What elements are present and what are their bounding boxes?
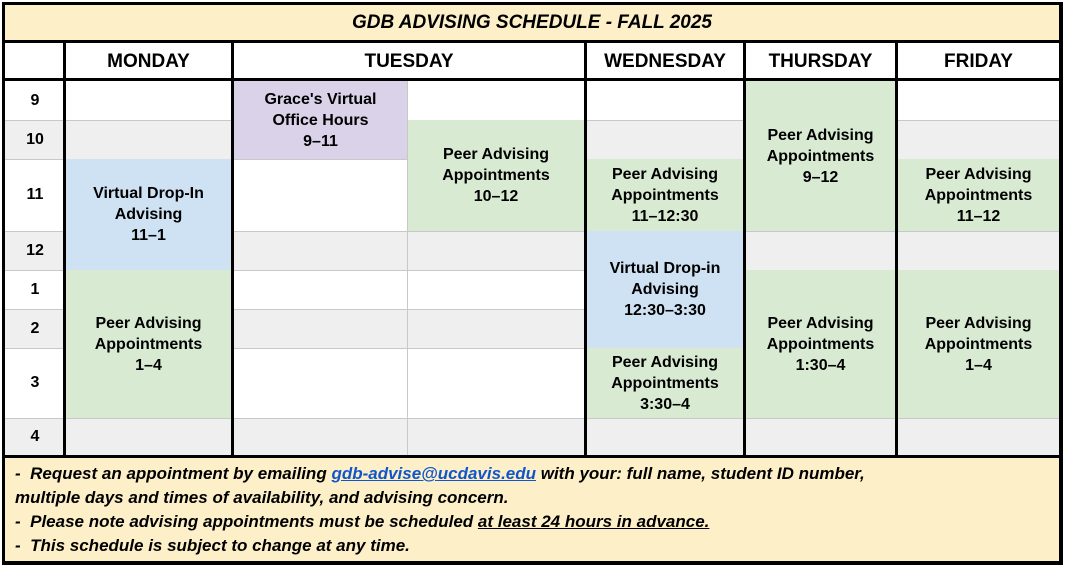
event-thursday-peer-advising-2 <box>746 270 895 418</box>
footer-line-3-prefix: - Please note advising appointments must be scheduled <box>15 512 478 531</box>
footer-line-1-prefix: - Request an appointment by emailing <box>15 464 332 483</box>
event-line: Peer Advising <box>925 314 1032 332</box>
event-monday-peer-advising <box>66 270 231 418</box>
event-line: Peer Advising <box>767 314 874 332</box>
event-wednesday-peer-advising-2 <box>587 348 743 418</box>
footer-line-3-emphasis: at least 24 hours in advance. <box>477 512 710 531</box>
event-line: Appointments <box>611 374 719 392</box>
event-friday-peer-advising-1 <box>898 159 1059 231</box>
hour-label: 10 <box>26 130 44 148</box>
event-line: Appointments <box>94 335 203 353</box>
event-friday-peer-advising-2 <box>898 270 1059 418</box>
footer-line-1 <box>15 462 1059 486</box>
email-link[interactable]: gdb-advise@ucdavis.edu <box>331 464 537 483</box>
schedule-title: GDB ADVISING SCHEDULE - FALL 2025 <box>5 5 1059 40</box>
border-title-bottom <box>2 40 1063 43</box>
event-line: Virtual Drop-In <box>93 185 204 202</box>
event-time: 1–4 <box>135 356 162 374</box>
border-header-bottom <box>2 78 1063 81</box>
hour-label: 11 <box>26 186 44 203</box>
border-col-hours <box>63 40 66 458</box>
event-line: Peer Advising <box>95 314 202 332</box>
footer-line-4: - This schedule is subject to change at any time. <box>15 536 410 555</box>
border-col-wednesday <box>743 40 746 458</box>
event-time: 1:30–4 <box>795 356 846 374</box>
event-line: Appointments <box>924 335 1033 353</box>
event-tuesday-peer-advising <box>408 120 584 231</box>
event-wednesday-virtual-drop-in <box>587 231 743 348</box>
event-line: Appointments <box>611 186 719 204</box>
day-header-monday: MONDAY <box>66 43 231 80</box>
event-line: Office Hours <box>272 111 369 129</box>
event-wednesday-peer-advising-1 <box>587 159 743 231</box>
event-time: 3:30–4 <box>640 395 690 413</box>
event-tuesday-office-hours <box>234 81 407 159</box>
border-outer-right <box>1059 2 1063 565</box>
event-line: Appointments <box>766 147 875 165</box>
footer-line-1-suffix: with your: full name, student ID number, <box>536 464 865 483</box>
footer-line-2: multiple days and times of availability, and advising concern. <box>15 488 509 507</box>
event-line: Advising <box>114 206 183 223</box>
border-col-tuesday <box>584 40 587 458</box>
event-line: Peer Advising <box>767 126 874 144</box>
event-line: Peer Advising <box>611 353 719 371</box>
event-line: Virtual Drop-in <box>609 260 721 277</box>
border-col-thursday <box>895 40 898 458</box>
event-time: 11–12:30 <box>631 207 699 225</box>
border-col-monday <box>231 40 234 458</box>
event-line: Peer Advising <box>611 165 719 183</box>
event-monday-virtual-drop-in <box>66 159 231 270</box>
hour-label: 1 <box>30 280 40 298</box>
border-outer-top <box>2 2 1063 5</box>
event-time: 11–1 <box>131 227 166 244</box>
event-time: 12:30–3:30 <box>624 302 706 319</box>
gridline <box>5 418 1059 419</box>
footer-notes <box>5 458 1059 561</box>
day-header-tuesday: TUESDAY <box>234 43 584 80</box>
event-line: Appointments <box>442 167 550 184</box>
event-line: Grace's Virtual <box>264 90 377 108</box>
event-line: Appointments <box>766 335 875 353</box>
hour-label: 2 <box>30 319 40 337</box>
day-header-wednesday: WEDNESDAY <box>587 43 743 80</box>
border-outer-bottom <box>2 561 1063 565</box>
footer-line-3 <box>15 510 1059 534</box>
day-header-friday: FRIDAY <box>898 43 1059 80</box>
event-line: Appointments <box>924 186 1033 204</box>
event-thursday-peer-advising-1 <box>746 81 895 231</box>
row-9 <box>5 81 1059 120</box>
event-time: 11–12 <box>956 207 1001 225</box>
event-time: 9–11 <box>303 132 338 150</box>
event-line: Peer Advising <box>442 146 550 163</box>
event-time: 1–4 <box>965 356 992 374</box>
hour-label: 3 <box>30 374 40 391</box>
hour-label: 12 <box>26 241 44 259</box>
hour-label: 9 <box>30 91 40 109</box>
day-header-thursday: THURSDAY <box>746 43 895 80</box>
event-line: Advising <box>631 281 699 298</box>
row-4 <box>5 418 1059 456</box>
hour-label: 4 <box>30 428 40 445</box>
event-time: 9–12 <box>802 168 839 186</box>
event-line: Peer Advising <box>925 165 1032 183</box>
event-time: 10–12 <box>473 188 519 205</box>
